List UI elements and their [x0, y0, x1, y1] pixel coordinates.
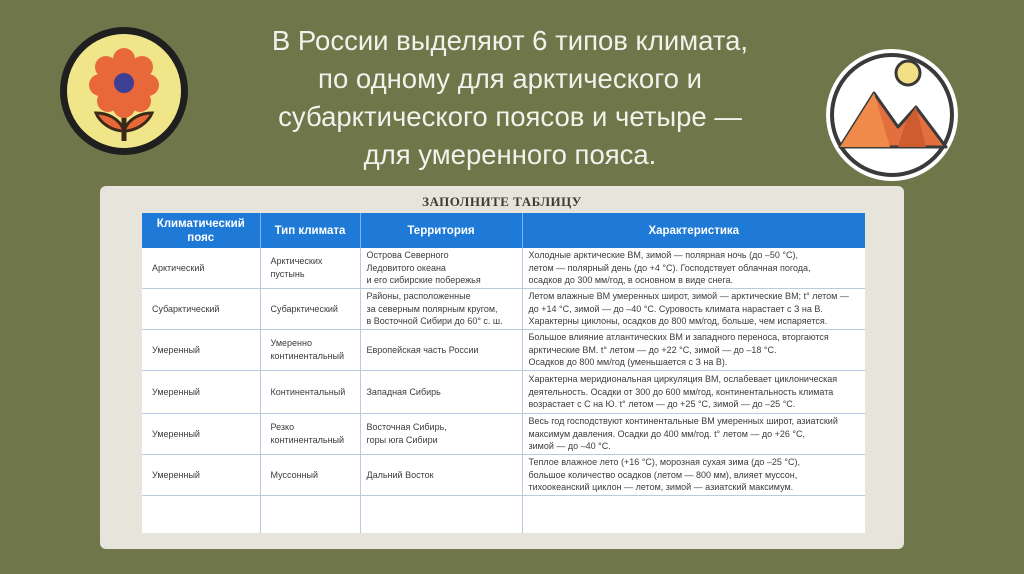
header-characteristic: Характеристика [522, 213, 865, 248]
cell-type: Арктических пустынь [260, 248, 360, 289]
table-card [100, 186, 904, 549]
cell-belt: Умеренный [142, 414, 260, 455]
cell-belt: Умеренный [142, 455, 260, 496]
cell-characteristic: Холодные арктические ВМ, зимой — полярная ночь (до –50 °С), летом — полярный день (до +4 °С). Господствует облачная погода, осадков до 300 мм/год, в основном в виде снега. [522, 248, 865, 289]
cell-belt: Умеренный [142, 330, 260, 371]
card-title: ЗАПОЛНИТЕ ТАБЛИЦУ [422, 194, 582, 209]
slide-title [190, 22, 830, 174]
mountain-sun-icon [822, 45, 962, 185]
header-type: Тип климата [260, 213, 360, 248]
cell-empty [522, 496, 865, 534]
table-header-row [142, 213, 865, 248]
table-row [142, 371, 865, 414]
cell-characteristic: Летом влажные ВМ умеренных широт, зимой — арктические ВМ; t° летом — до +14 °С, зимой — до –40 °С. Суровость климата нарастает с З на В. Характерны циклоны, осадков до 800 мм/год, больше, чем испаряется. [522, 289, 865, 330]
climate-table [142, 213, 865, 533]
title-line: субарктического поясов и четыре — [278, 101, 742, 132]
cell-type: Субарктический [260, 289, 360, 330]
title-line: для умеренного пояса. [363, 139, 657, 170]
cell-characteristic: Весь год господствуют континентальные ВМ умеренных широт, азиатский максимум давления. Осадки до 400 мм/год. t° летом — до +26 °С, зимой — до –40 °С. [522, 414, 865, 455]
cell-type: Муссонный [260, 455, 360, 496]
cell-territory: Европейская часть России [360, 330, 522, 371]
cell-territory: Острова Северного Ледовитого океана и его сибирские побережья [360, 248, 522, 289]
cell-type: Континентальный [260, 371, 360, 414]
table-row-empty [142, 496, 865, 534]
cell-territory: Восточная Сибирь, горы юга Сибири [360, 414, 522, 455]
cell-characteristic: Большое влияние атлантических ВМ и западного переноса, вторгаются арктические ВМ. t° летом — до +22 °С, зимой — до –18 °С. Осадков до 800 мм/год (уменьшается с З на В). [522, 330, 865, 371]
cell-type: Резко континентальный [260, 414, 360, 455]
title-line: В России выделяют 6 типов климата, [271, 25, 749, 56]
table-row [142, 330, 865, 371]
flower-icon [56, 23, 192, 159]
header-territory: Территория [360, 213, 522, 248]
cell-belt: Арктический [142, 248, 260, 289]
cell-territory: Районы, расположенные за северным полярным кругом, в Восточной Сибири до 60° с. ш. [360, 289, 522, 330]
cell-type: Умеренно континентальный [260, 330, 360, 371]
table-row [142, 289, 865, 330]
table-row [142, 414, 865, 455]
cell-belt: Субарктический [142, 289, 260, 330]
cell-empty [360, 496, 522, 534]
cell-belt: Умеренный [142, 371, 260, 414]
cell-territory: Западная Сибирь [360, 371, 522, 414]
cell-empty [260, 496, 360, 534]
cell-territory: Дальний Восток [360, 455, 522, 496]
table-row [142, 455, 865, 496]
table-row [142, 248, 865, 289]
header-belt: Климатический пояс [142, 213, 260, 248]
climate-table-wrap [142, 213, 865, 533]
cell-characteristic: Характерна меридиональная циркуляция ВМ, ослабевает циклоническая деятельность. Осадки от 300 до 600 мм/год, континентальность климата возрастает с С на Ю. t° летом — до +25 °С, зимой — до –25 °С. [522, 371, 865, 414]
cell-characteristic: Теплое влажное лето (+16 °С), морозная сухая зима (до –25 °С), большое количество осадков (летом — 800 мм), влияет муссон, тихоокеанский циклон — летом, зимой — азиатский максимум. [522, 455, 865, 496]
cell-empty [142, 496, 260, 534]
title-line: по одному для арктического и [318, 63, 702, 94]
